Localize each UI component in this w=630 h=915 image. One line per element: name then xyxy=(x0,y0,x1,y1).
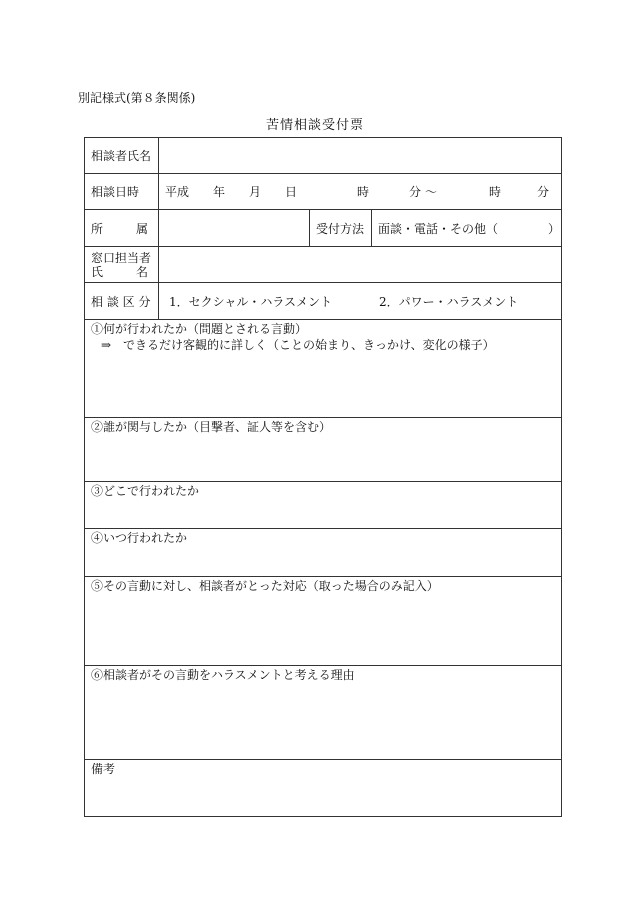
section-reason xyxy=(85,666,561,760)
datetime-field[interactable] xyxy=(159,174,561,209)
datetime-row xyxy=(85,174,561,210)
section-what-heading: ①何が行われたか（問題とされる言動） xyxy=(91,322,308,336)
section-reason-heading: ⑥相談者がその言動をハラスメントと考える理由 xyxy=(91,668,355,682)
section-when-field[interactable] xyxy=(91,549,555,572)
category-label: 相 談 区 分 xyxy=(85,283,159,319)
form-title: 苦情相談受付票 xyxy=(265,118,364,133)
method-options: 面談・電話・その他（ xyxy=(378,221,499,236)
staff-field[interactable] xyxy=(159,247,561,282)
section-what-instruction: ⇒ できるだけ客観的に詳しく（ことの始まり、きっかけ、変化の様子） xyxy=(101,338,495,352)
section-what xyxy=(85,320,561,418)
method-close: ） xyxy=(548,221,561,236)
section-what-field[interactable] xyxy=(91,356,555,413)
method-label: 受付方法 xyxy=(316,221,365,236)
section-reason-field[interactable] xyxy=(91,686,555,755)
affiliation-label-b: 属 xyxy=(135,221,148,236)
datetime-label: 相談日時 xyxy=(85,174,159,209)
section-remarks-heading: 備考 xyxy=(91,762,116,776)
day-label: 日 xyxy=(285,185,298,199)
staff-label-a: 氏 xyxy=(91,264,104,279)
section-where-field[interactable] xyxy=(91,502,555,524)
staff-label-b: 名 xyxy=(135,264,148,279)
section-when xyxy=(85,529,561,577)
affiliation-row xyxy=(85,210,561,247)
tilde-sign: ～ xyxy=(425,185,438,199)
category-field[interactable] xyxy=(159,283,561,319)
section-who-field[interactable] xyxy=(91,438,555,477)
hour2-label: 時 xyxy=(489,185,502,199)
era-label: 平成 xyxy=(165,185,190,199)
section-who-heading: ②誰が関与したか（目撃者、証人等を含む） xyxy=(91,420,332,434)
staff-label-line2 xyxy=(91,265,158,279)
section-who xyxy=(85,418,561,482)
minute2-label: 分 xyxy=(537,185,550,199)
staff-label-line1: 窓口担当者 xyxy=(91,250,152,265)
affiliation-field[interactable] xyxy=(159,210,309,246)
month-label: 月 xyxy=(249,185,262,199)
consultation-form xyxy=(84,137,562,817)
section-response xyxy=(85,577,561,666)
section-when-heading: ④いつ行われたか xyxy=(91,531,188,545)
section-remarks-field[interactable] xyxy=(91,780,555,812)
section-where-heading: ③どこで行われたか xyxy=(91,484,200,498)
category-row xyxy=(85,283,561,320)
hour1-label: 時 xyxy=(357,185,370,199)
name-row xyxy=(85,138,561,174)
name-field[interactable] xyxy=(159,138,561,173)
form-note: 別記様式(第８条関係) xyxy=(78,91,196,105)
section-remarks xyxy=(85,760,561,816)
section-where xyxy=(85,482,561,529)
minute1-label: 分 xyxy=(409,185,422,199)
name-label: 相談者氏名 xyxy=(85,138,159,173)
year-label: 年 xyxy=(213,185,226,199)
staff-label xyxy=(85,247,159,282)
staff-row xyxy=(85,247,561,283)
affiliation-label xyxy=(85,210,159,246)
category-option-power[interactable]: 2．パワー・ハラスメント xyxy=(379,294,519,309)
method-field[interactable] xyxy=(372,210,561,246)
section-response-field[interactable] xyxy=(91,597,555,661)
category-option-sexual[interactable]: 1．セクシャル・ハラスメント xyxy=(169,294,333,309)
affiliation-label-a: 所 xyxy=(91,221,104,236)
section-response-heading: ⑤その言動に対し、相談者がとった対応（取った場合のみ記入） xyxy=(91,579,439,593)
